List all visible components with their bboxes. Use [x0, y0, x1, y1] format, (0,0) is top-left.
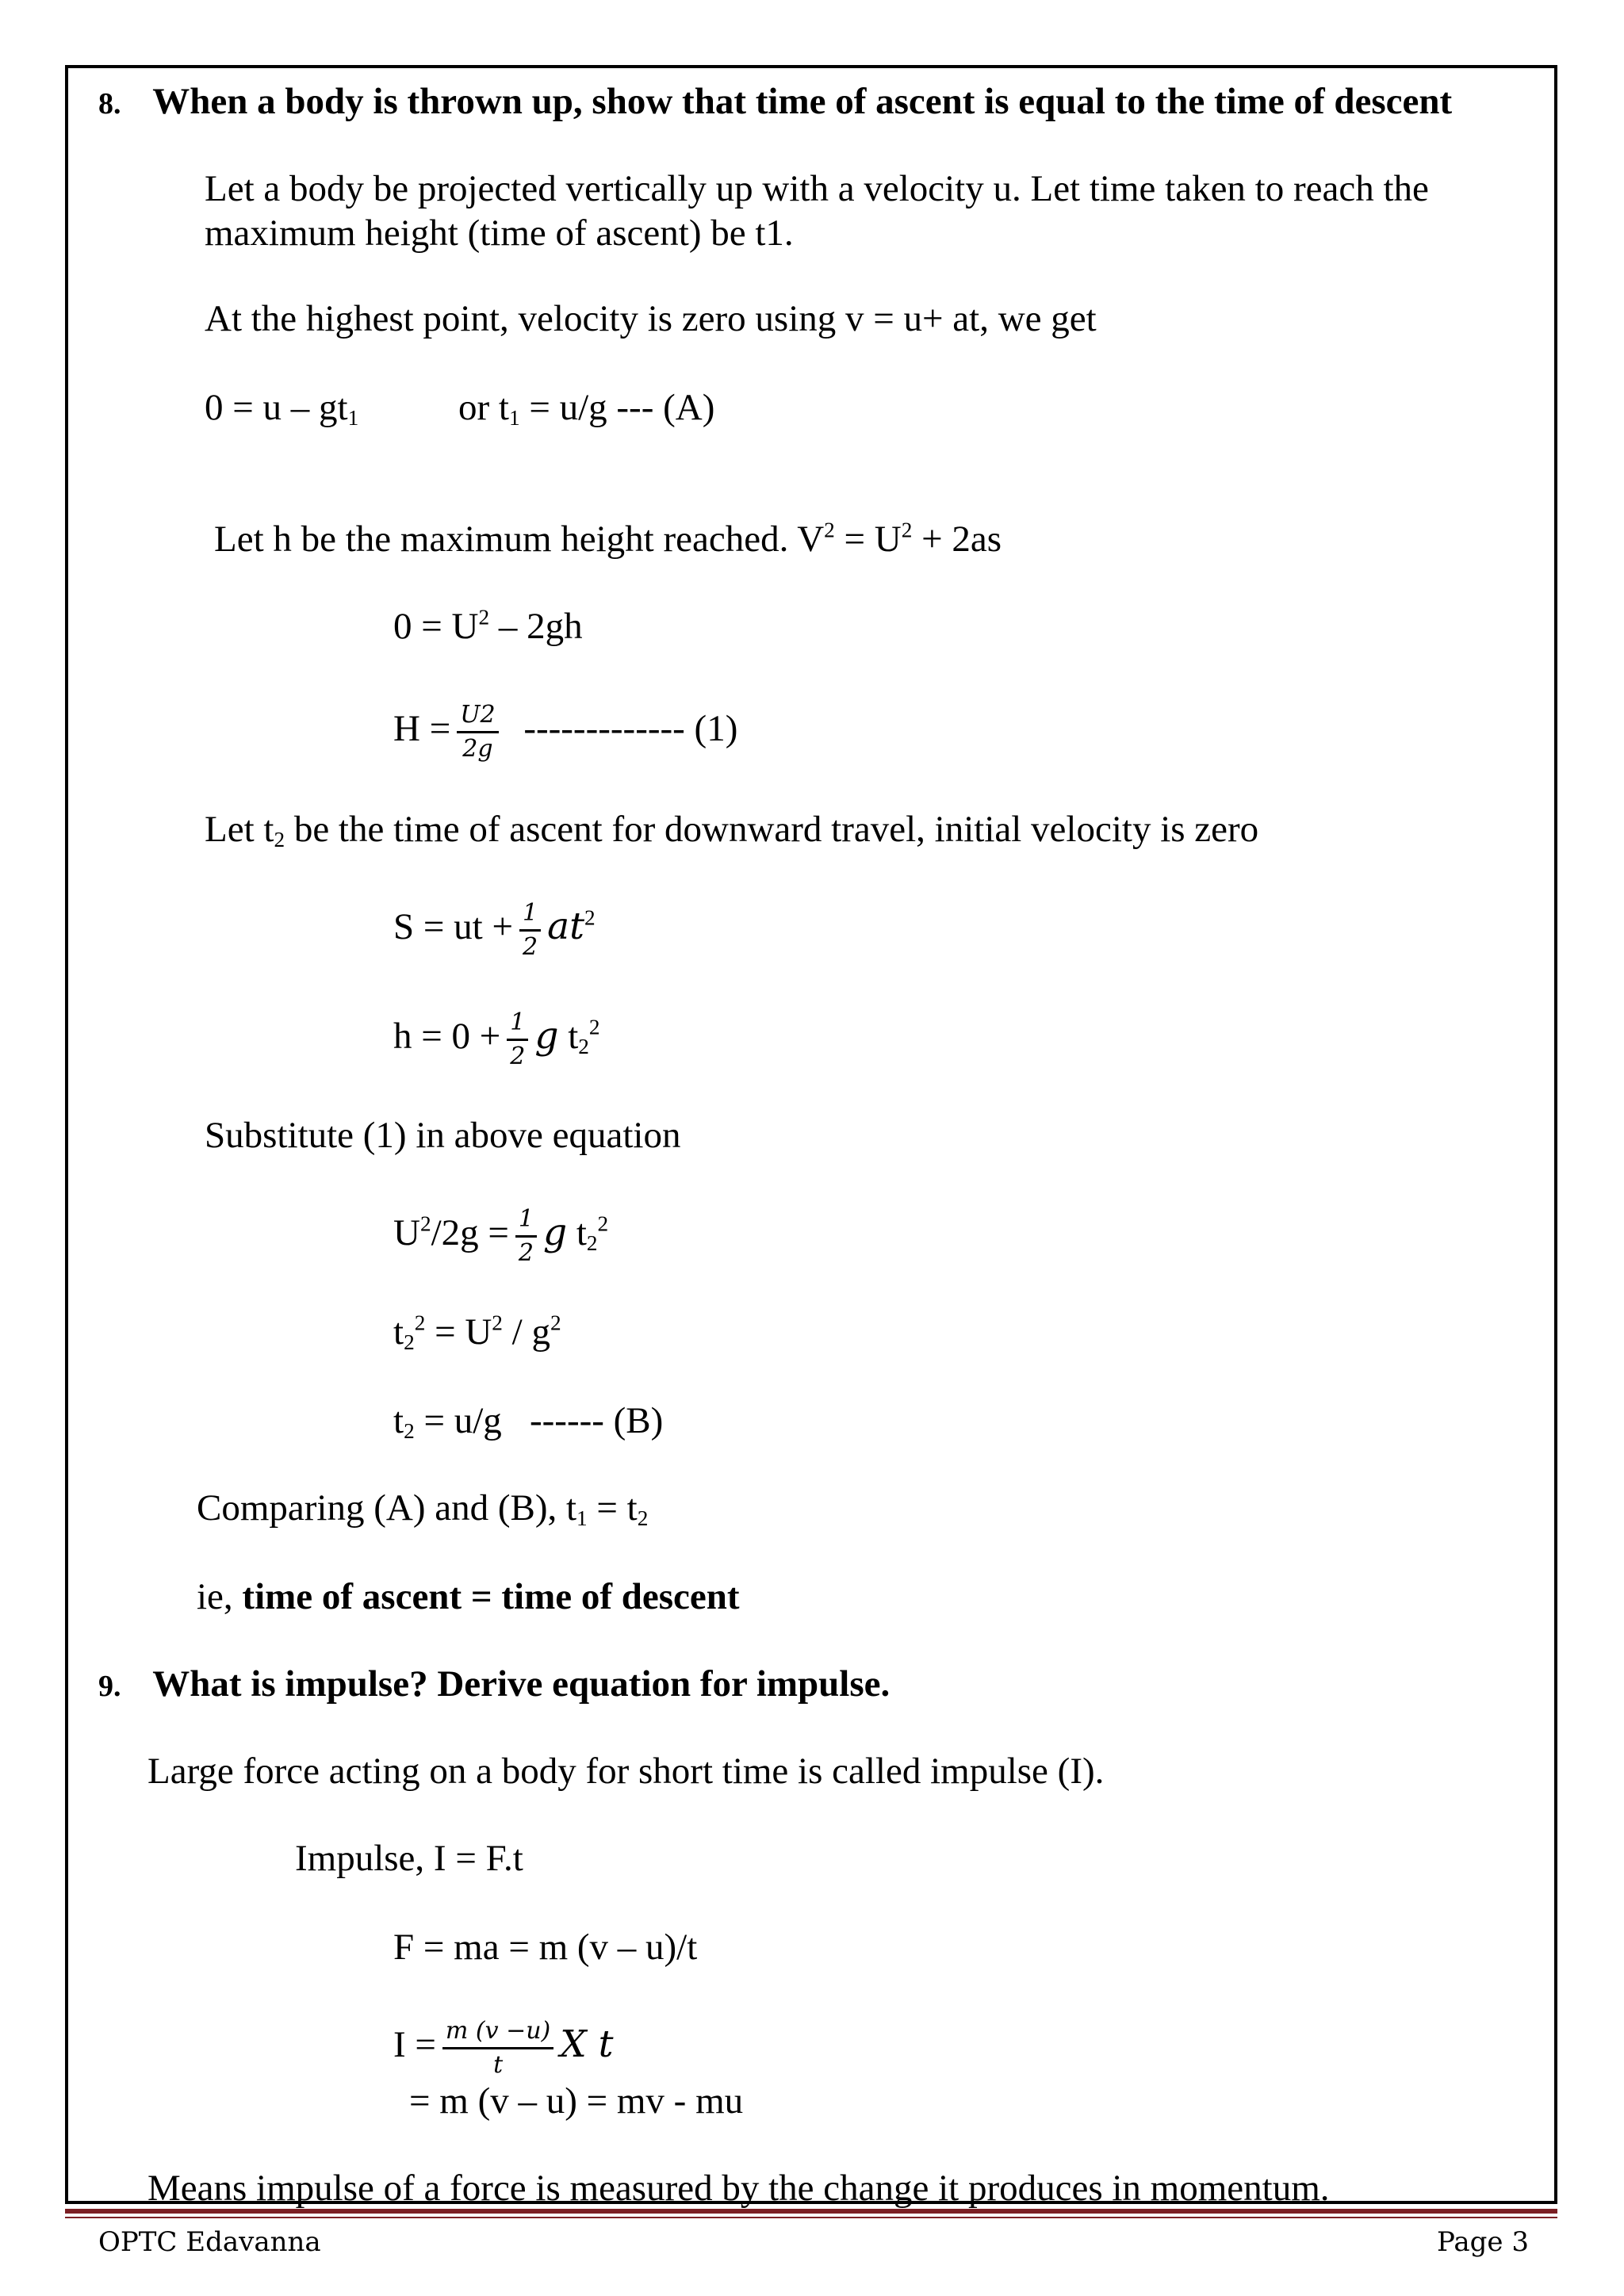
question-number: 8. — [98, 87, 121, 121]
paragraph: At the highest point, velocity is zero using v = u+ at, we get — [205, 298, 1097, 339]
equation-a-left: $0 = u - gt_1$ — [205, 387, 359, 430]
equation: Impulse, I = F.t — [295, 1838, 523, 1879]
paragraph: Means impulse of a force is measured by the change it produces in momentum. — [147, 2168, 1330, 2209]
footer-rule-thin — [65, 2217, 1557, 2218]
question-number: 9. — [98, 1670, 121, 1703]
paragraph: Let h be the maximum height reached. $V^2 = U^2 + 2as$ — [214, 518, 1002, 560]
question-title: What is impulse? Derive equation for impulse. — [152, 1663, 891, 1705]
question-8-heading — [98, 79, 1452, 126]
equation: $U^2/2g$ = $\frac{1}{2}$ g $t_2^2$ — [393, 1204, 609, 1267]
footer-rule-thick — [65, 2209, 1557, 2214]
fraction: $\frac{1}{2}$ — [507, 1008, 528, 1071]
paragraph: Substitute (1) in above equation — [205, 1115, 681, 1156]
equation: $t_2 = u/g$ ------ (B) — [393, 1400, 664, 1443]
paragraph: Large force acting on a body for short time is called impulse (I). — [147, 1751, 1105, 1792]
paragraph: maximum height (time of ascent) be t1. — [205, 212, 794, 254]
equation: $0 = U^2 - 2gh$ — [393, 605, 583, 647]
paragraph: Let $t_2$ be the time of ascent for downward travel, initial velocity is zero — [205, 809, 1259, 851]
fraction: $\frac{m (v -u)}{t}$ — [442, 2017, 553, 2080]
equation: h = 0 + $\frac{1}{2}$ g $t_2^2$ — [393, 1008, 600, 1070]
equation: H = $\frac{U2}{2g}$ ------------- (1) — [393, 700, 738, 763]
fraction: $\frac{U2}{2g}$ — [457, 701, 498, 763]
conclusion: ie, time of ascent = time of descent — [197, 1576, 740, 1617]
equation: $t_2^2 = U^2 / g^2$ — [393, 1311, 561, 1354]
fraction: $\frac{1}{2}$ — [519, 899, 541, 962]
question-title: When a body is thrown up, show that time of ascent is equal to the time of descent — [152, 81, 1453, 122]
equation-a-right: or $t_1 = u/g$ --- (A) — [458, 387, 715, 430]
page-number: Page 3 — [1437, 2226, 1529, 2258]
equation: = m (v – u) = mv - mu — [409, 2080, 744, 2122]
fraction: $\frac{1}{2}$ — [515, 1205, 537, 1268]
paragraph: Let a body be projected vertically up with a velocity u. Let time taken to reach the — [205, 168, 1429, 209]
equation: S = ut + $\frac{1}{2}$ $at^2$ — [393, 898, 596, 961]
question-9-heading — [98, 1662, 890, 1709]
equation: F = ma = m (v – u)/t — [393, 1927, 698, 1968]
paragraph: Comparing (A) and (B), $t_1 = t_2$ — [197, 1487, 649, 1530]
footer-left: OPTC Edavanna — [98, 2226, 321, 2258]
equation: I = $\frac{m (v -u)}{t}$ X t — [393, 2016, 614, 2079]
